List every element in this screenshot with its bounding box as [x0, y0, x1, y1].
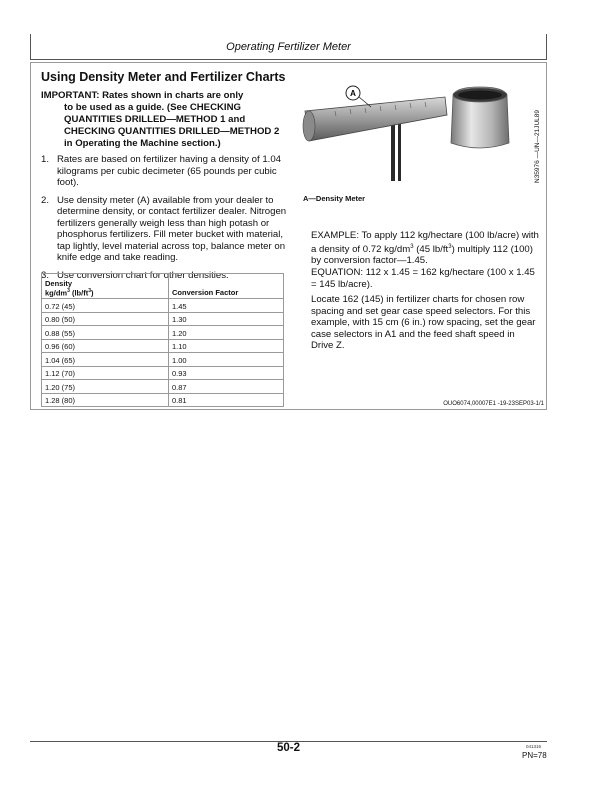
column-header-factor: Conversion Factor — [169, 274, 284, 299]
step-text: Use density meter (A) available from your dealer to determine density, or contact fertilizer dealer. Nitrogen fertilizers generally weigh less than high potash or phosphorus fertilizers. Fill meter bucket with material, tap lightly, level material across top, balance meter on knife edge and take reading. — [57, 194, 287, 263]
step-item — [41, 195, 291, 264]
step-item — [41, 154, 291, 189]
pn-label: PN=78 — [522, 751, 547, 760]
table-row: 1.04 (65) 1.00 — [42, 353, 284, 367]
density-meter-photo — [295, 83, 528, 181]
table-row: 0.80 (50) 1.30 — [42, 312, 284, 326]
table-row: 0.72 (45) 1.45 — [42, 299, 284, 313]
figure-id: N35976 —UN—21JUL89 — [534, 110, 541, 183]
table-row: 0.96 (60) 1.10 — [42, 339, 284, 353]
table-header-row — [42, 274, 284, 299]
example-paragraph: EXAMPLE: To apply 112 kg/hectare (100 lb/acre) with a density of 0.72 $kg/dm^3$ (45 $lb/ft^3$) multiply 112 (100) by conversion factor—1.45. — [311, 230, 539, 267]
column-header-density: Density $kg/dm^3$ $(lb/ft^3)$ — [42, 274, 169, 299]
section-title: Using Density Meter and Fertilizer Charts — [41, 70, 286, 84]
important-rest: to be used as a guide. (See CHECKING QUANTITIES DRILLED—METHOD 1 and CHECKING QUANTITIES DRILLED—METHOD 2 in Operating the Machine section.) — [64, 102, 280, 149]
important-lead: IMPORTANT: Rates shown in charts are only — [41, 90, 244, 101]
table-row: 1.28 (80) 0.81 — [42, 393, 284, 407]
table-row: 0.88 (55) 1.20 — [42, 326, 284, 340]
document-id: OUO6074,00007E1 -19-23SEP03-1/1 — [443, 401, 544, 407]
header-rule — [30, 59, 547, 60]
figure-caption: A—Density Meter — [303, 194, 366, 203]
steps-list — [41, 154, 291, 287]
step-number: 1. — [41, 154, 50, 165]
conversion-table — [41, 273, 284, 407]
callout-label: A — [350, 89, 356, 98]
important-note — [41, 90, 286, 150]
equation-paragraph: EQUATION: 112 x 1.45 = 162 kg/hectare (100 x 1.45 = 145 lb/acre). — [311, 267, 535, 290]
running-head: Operating Fertilizer Meter — [226, 41, 351, 53]
step-number: 3. — [41, 269, 50, 281]
page-number: 50-2 — [276, 742, 301, 754]
step-number: 2. — [41, 194, 50, 206]
step-text: Use conversion chart for other densities. — [57, 269, 229, 281]
instruction-paragraph: Locate 162 (145) in fertilizer charts for chosen row spacing and set gear case speed selectors. For this example, with 15 cm (6 in.) row spacing, set the gear case selectors in A1 and the feed shaft speed in Drive Z. — [311, 294, 536, 351]
table-row: 1.20 (75) 0.87 — [42, 380, 284, 394]
table-row: 1.12 (70) 0.93 — [42, 366, 284, 380]
date-code: 041316 — [526, 744, 542, 749]
step-text: Rates are based on fertilizer having a density of 1.04 kilograms per cubic decimeter (65 pounds per cubic foot). — [57, 154, 281, 188]
